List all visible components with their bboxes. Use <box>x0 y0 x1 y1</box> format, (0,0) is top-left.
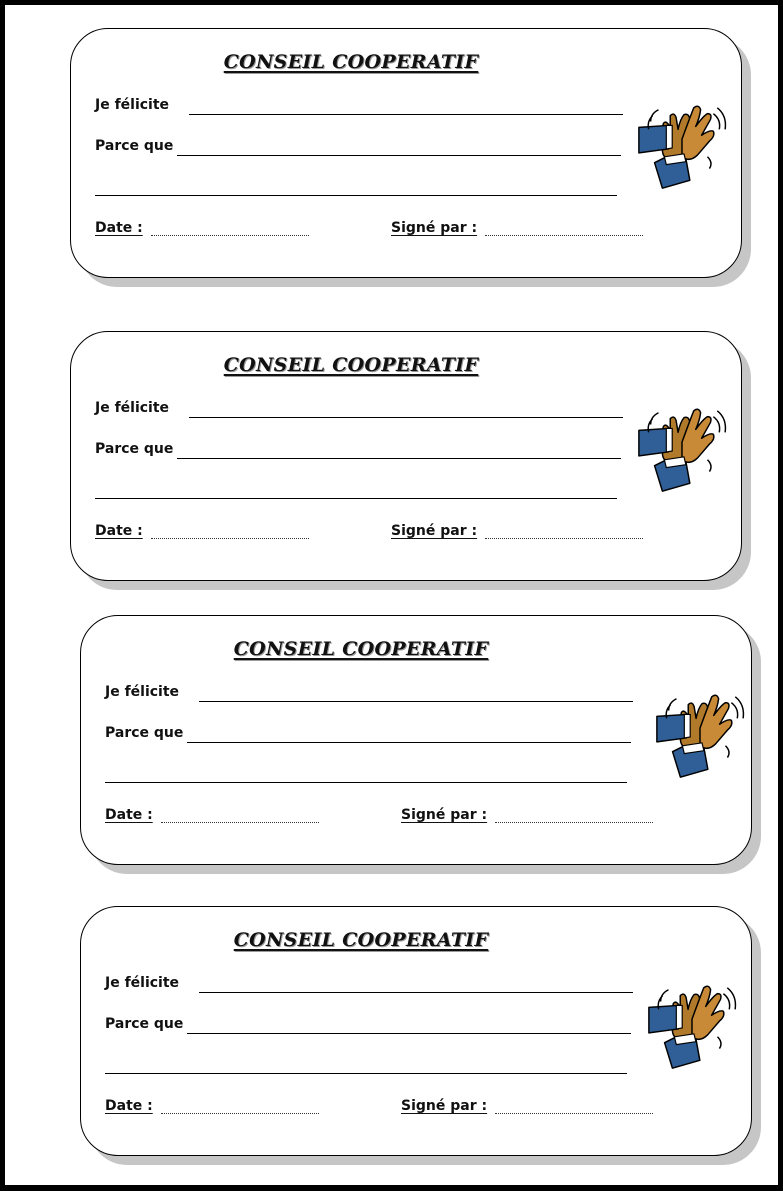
card-title: CONSEIL COOPERATIF <box>223 354 479 376</box>
date-dotted-line[interactable] <box>151 235 309 236</box>
congrats-name-line[interactable] <box>189 114 623 115</box>
card-title: CONSEIL COOPERATIF <box>223 51 479 73</box>
date-label: Date : <box>95 220 143 236</box>
because-line-2[interactable] <box>105 782 627 783</box>
signed-by-label: Signé par : <box>391 523 478 539</box>
congratulation-card-3 <box>80 615 752 865</box>
clapping-hands-icon <box>633 99 731 194</box>
date-label: Date : <box>95 523 143 539</box>
because-label: Parce que <box>105 725 184 741</box>
signed-by-label: Signé par : <box>391 220 478 236</box>
signature-dotted-line[interactable] <box>495 1113 653 1114</box>
because-line-1[interactable] <box>177 458 621 459</box>
congrats-label: Je félicite <box>95 400 170 416</box>
date-label: Date : <box>105 1098 153 1114</box>
signed-by-label: Signé par : <box>401 1098 488 1114</box>
because-line-2[interactable] <box>105 1073 627 1074</box>
date-dotted-line[interactable] <box>161 822 319 823</box>
because-label: Parce que <box>105 1016 184 1032</box>
signed-by-label: Signé par : <box>401 807 488 823</box>
date-label: Date : <box>105 807 153 823</box>
signature-dotted-line[interactable] <box>495 822 653 823</box>
because-line-1[interactable] <box>187 742 631 743</box>
because-line-2[interactable] <box>95 498 617 499</box>
clapping-hands-icon <box>651 688 749 783</box>
congratulation-card-2 <box>70 331 742 581</box>
date-dotted-line[interactable] <box>151 538 309 539</box>
congrats-label: Je félicite <box>105 684 180 700</box>
signature-dotted-line[interactable] <box>485 235 643 236</box>
congrats-name-line[interactable] <box>199 992 633 993</box>
because-line-2[interactable] <box>95 195 617 196</box>
clapping-hands-icon <box>633 402 731 497</box>
clapping-hands-icon <box>643 979 741 1074</box>
card-title: CONSEIL COOPERATIF <box>233 929 489 951</box>
card-title: CONSEIL COOPERATIF <box>233 638 489 660</box>
congrats-label: Je félicite <box>105 975 180 991</box>
because-label: Parce que <box>95 441 174 457</box>
date-dotted-line[interactable] <box>161 1113 319 1114</box>
congrats-label: Je félicite <box>95 97 170 113</box>
congratulation-card-4 <box>80 906 752 1156</box>
because-line-1[interactable] <box>177 155 621 156</box>
because-line-1[interactable] <box>187 1033 631 1034</box>
because-label: Parce que <box>95 138 174 154</box>
signature-dotted-line[interactable] <box>485 538 643 539</box>
congrats-name-line[interactable] <box>199 701 633 702</box>
congrats-name-line[interactable] <box>189 417 623 418</box>
congratulation-card-1 <box>70 28 742 278</box>
